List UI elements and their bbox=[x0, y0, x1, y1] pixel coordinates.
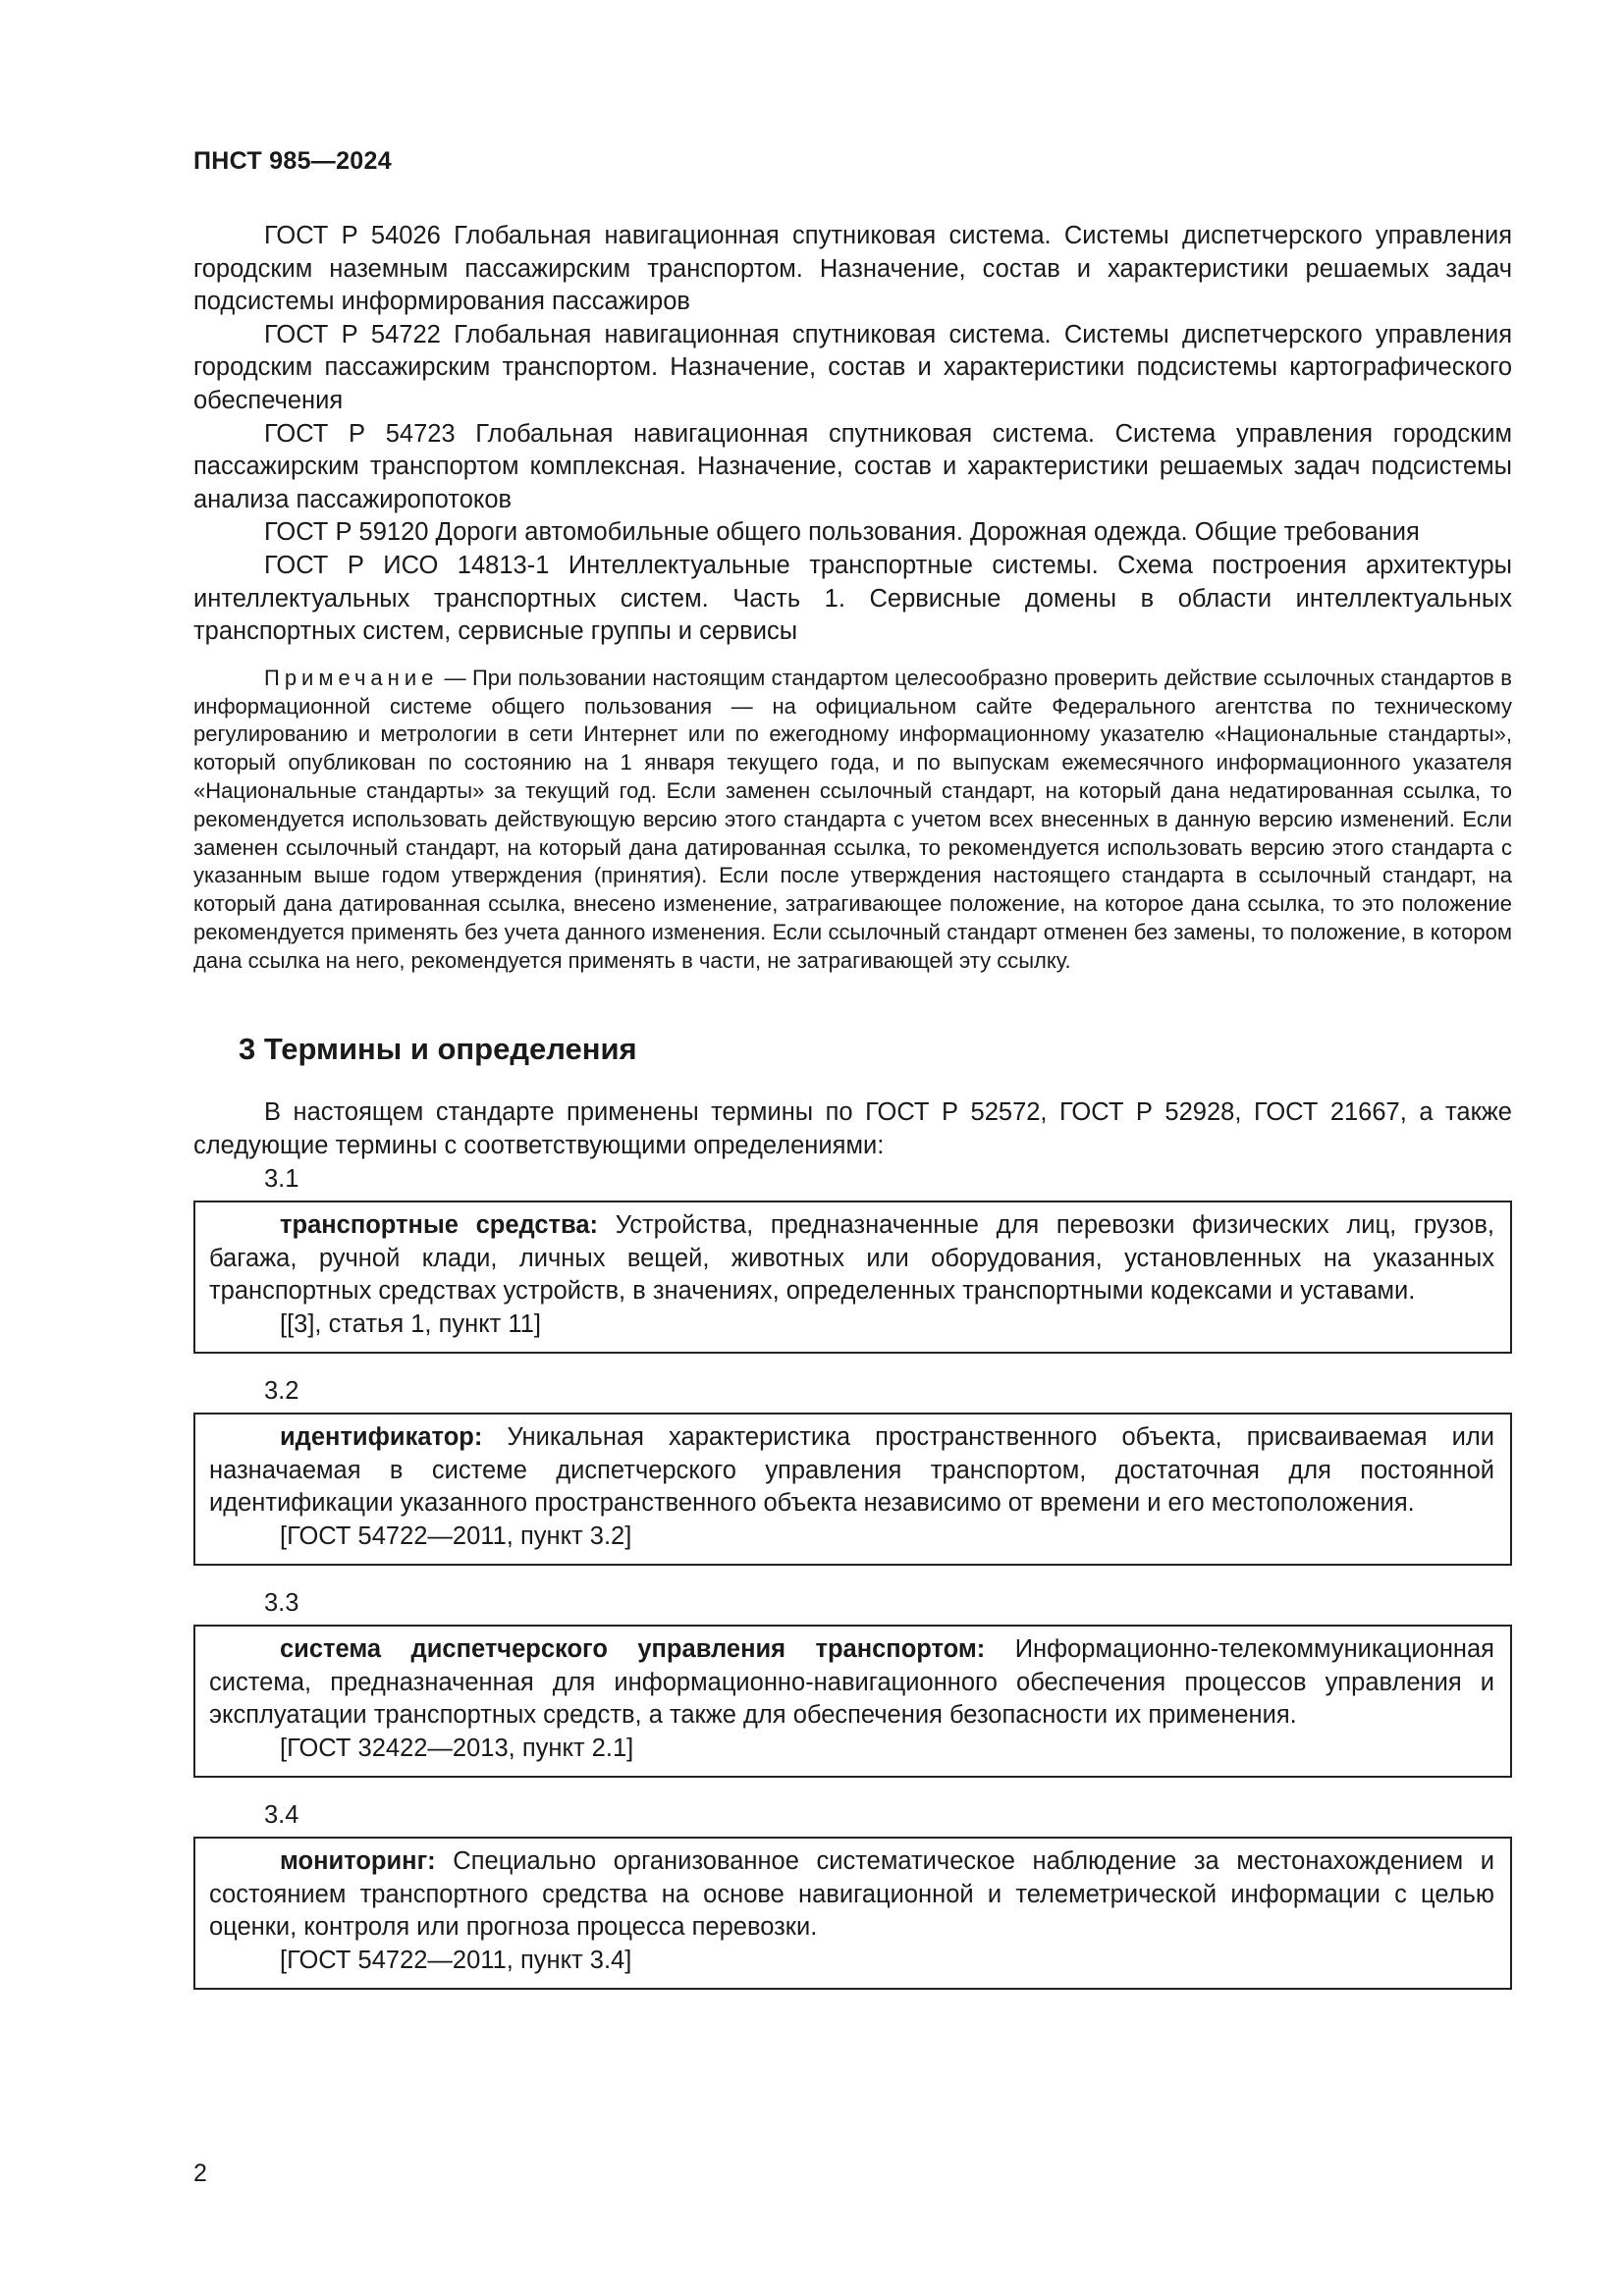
term-source: [ГОСТ 54722—2011, пункт 3.2] bbox=[280, 1522, 632, 1551]
term-definition-text: Специально организованное систематическое наблюдение за местонахождением и состоянием транспортного средства на основе навигационной и телеметрической информации с целью оценки, контроля или прогноза процесса перевозки. bbox=[209, 1847, 1494, 1942]
references-note bbox=[193, 665, 1512, 976]
term-number: 3.3 bbox=[264, 1588, 299, 1617]
reference-gost-r-54722: ГОСТ Р 54722 Глобальная навигационная спутниковая система. Системы диспетчерского управления городским пассажирским транспортом. Назначение, состав и характеристики подсистемы картографического обеспечения bbox=[193, 320, 1512, 414]
term-number: 3.2 bbox=[264, 1376, 299, 1405]
term-entry bbox=[193, 1201, 1512, 1353]
reference-gost-r-59120: ГОСТ Р 59120 Дороги автомобильные общего пользования. Дорожная одежда. Общие требования bbox=[264, 518, 1420, 547]
term-definition bbox=[209, 1845, 1494, 1945]
term-number: 3.1 bbox=[264, 1164, 299, 1193]
term-number: 3.4 bbox=[264, 1800, 299, 1829]
term-entry bbox=[193, 1413, 1512, 1565]
term-definition bbox=[209, 1209, 1494, 1308]
term-name: идентификатор: bbox=[280, 1423, 483, 1452]
section-intro: В настоящем стандарте применены термины по ГОСТ Р 52572, ГОСТ Р 52928, ГОСТ 21667, а также следующие термины с соответствующими определениями: bbox=[193, 1098, 1512, 1160]
page-number: 2 bbox=[193, 2160, 207, 2187]
term-definition-text: Устройства, предназначенные для перевозки физических лиц, грузов, багажа, ручной клади, личных вещей, животных или оборудования, установленных на указанных транспортных средствах устройств, в значениях, определенных транспортными кодексами и уставами. bbox=[209, 1211, 1494, 1306]
page-content bbox=[193, 220, 1512, 1990]
term-name: мониторинг: bbox=[280, 1847, 436, 1876]
term-definition-text: Уникальная характеристика пространственного объекта, присваиваемая или назначаемая в системе диспетчерского управления транспортом, достаточная для постоянной идентификации указанного пространственного объекта независимо от времени и его местоположения. bbox=[209, 1423, 1494, 1518]
term-source: [[3], статья 1, пункт 11] bbox=[280, 1310, 541, 1339]
term-source: [ГОСТ 32422—2013, пункт 2.1] bbox=[280, 1734, 634, 1762]
document-code-header: ПНСТ 985—2024 bbox=[193, 147, 392, 175]
reference-gost-r-54723: ГОСТ Р 54723 Глобальная навигационная спутниковая система. Система управления городским пассажирским транспортом комплексная. Назначение, состав и характеристики решаемых задач подсистемы анализа пассажиропотоков bbox=[193, 419, 1512, 513]
term-definition-text: Информационно-телекоммуникационная система, предназначенная для информационно-навигационного обеспечения процессов управления и эксплуатации транспортных средств, а также для обеспечения безопасности их применения. bbox=[209, 1635, 1494, 1730]
term-source: [ГОСТ 54722—2011, пункт 3.4] bbox=[280, 1946, 632, 1974]
term-name: транспортные средства: bbox=[280, 1211, 599, 1240]
note-label: Примечание bbox=[264, 665, 439, 690]
reference-gost-r-iso-14813-1: ГОСТ Р ИСО 14813-1 Интеллектуальные транспортные системы. Схема построения архитектуры интеллектуальных транспортных систем. Часть 1. Сервисные домены в области интеллектуальных транспортных систем, сервисные группы и сервисы bbox=[193, 551, 1512, 646]
term-entry bbox=[193, 1625, 1512, 1777]
section-title: 3 Термины и определения bbox=[239, 1032, 637, 1067]
term-definition bbox=[209, 1421, 1494, 1521]
term-name: система диспетчерского управления транспортом: bbox=[280, 1635, 986, 1664]
note-text: — При пользовании настоящим стандартом целесообразно проверить действие ссылочных стандартов в информационной системе общего пользования — на официальном сайте Федерального агентства по техническому регулированию и метрологии в сети Интернет или по ежегодному информационному указателю «Национальные стандарты», который опубликован по состоянию на 1 января текущего года, и по выпускам ежемесячного информационного указателя «Национальные стандарты» за текущий год. Если заменен ссылочный стандарт, на который дана недатированная ссылка, то рекомендуется использовать действующую версию этого стандарта с учетом всех внесенных в данную версию изменений. Если заменен ссылочный стандарт, на который дана датированная ссылка, то рекомендуется использовать версию этого стандарта с указанным выше годом утверждения (принятия). Если после утверждения настоящего стандарта в ссылочный стандарт, на который дана датированная ссылка, внесено изменение, затрагивающее положение, на которое дана ссылка, то это положение рекомендуется применять без учета данного изменения. Если ссылочный стандарт отменен без замены, то положение, в котором дана ссылка на него, рекомендуется применять в части, не затрагивающей эту ссылку. bbox=[193, 665, 1512, 973]
reference-gost-r-54026: ГОСТ Р 54026 Глобальная навигационная спутниковая система. Системы диспетчерского управления городским наземным пассажирским транспортом. Назначение, состав и характеристики решаемых задач подсистемы информирования пассажиров bbox=[193, 222, 1512, 316]
term-definition bbox=[209, 1633, 1494, 1733]
term-entry bbox=[193, 1837, 1512, 1989]
